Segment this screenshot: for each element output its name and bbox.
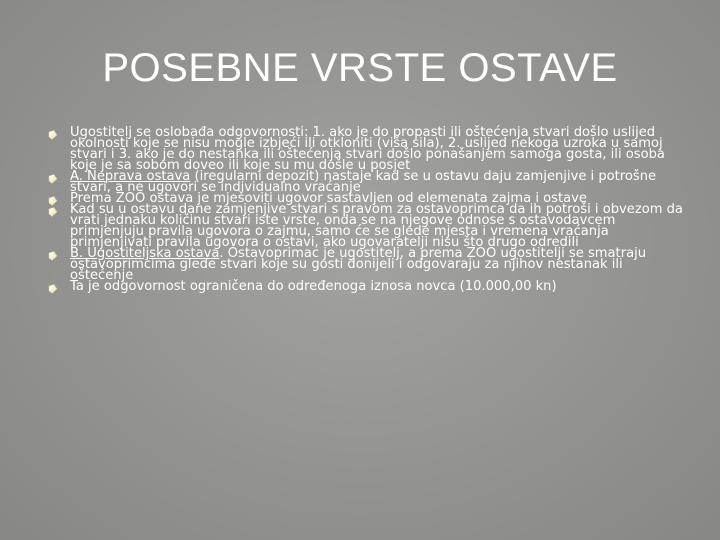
bullet-item (48, 204, 688, 248)
diamond-bullet-icon (48, 130, 58, 140)
bullet-lead: B. Ugostiteljska ostava (70, 246, 220, 261)
bullet-item (48, 127, 688, 171)
slide-title: POSEBNE VRSTE OSTAVE (102, 46, 618, 90)
bullet-text: . Ostavoprimac je ugostitelj, a prema ZOO ugostitelji se smatraju ostavoprimcima glede stvari koje su gosti donijeli i odgovaraju za njihov nestanak ili oštećenje (70, 246, 647, 283)
diamond-bullet-icon (48, 207, 58, 217)
diamond-bullet-icon (48, 174, 58, 184)
bullet-list (48, 127, 688, 292)
bullet-text: Ugostitelj se oslobađa odgovornosti: 1. ako je do propasti ili oštećenja stvari došlo uslijed okolnosti koje se nisu mogle izbjeći ili otkloniti (viša sila), 2. uslijed nekoga uzroka u samoj stvari i 3. ako je do nestanka ili oštećenja stvari došlo ponašanjem samoga gosta, ili osoba koje je sa sobom doveo ili koje su mu došle u posjet (70, 125, 665, 173)
bullet-text: Prema ZOO ostava je mješoviti ugovor sastavljen od elemenata zajma i ostave (70, 191, 587, 206)
bullet-item (48, 281, 688, 292)
bullet-text: Ta je odgovornost ograničena do određenoga iznosa novca (10.000,00 kn) (70, 279, 557, 294)
bullet-item (48, 171, 688, 193)
diamond-bullet-icon (48, 251, 58, 261)
bullet-text: Kad su u ostavu dane zamjenjive stvari s pravom za ostavoprimca da ih potroši i obvezom da vrati jednaku količinu stvari iste vrste, onda se na njegove odnose s ostavodavcem primjenjuju pravila ugovora o zajmu, samo će se glede mjesta i vremena vraćanja primjenjivati pravila ugovora o ostavi, ako ugovaratelji nisu što drugo odredili (70, 202, 683, 250)
bullet-text: (iregularni depozit) nastaje kad se u ostavu daju zamjenjive i potrošne stvari, a ne ugovori se individualno vraćanje (70, 169, 657, 195)
bullet-lead: A. Neprava ostava (70, 169, 191, 184)
bullet-item (48, 248, 688, 281)
diamond-bullet-icon (48, 284, 58, 294)
